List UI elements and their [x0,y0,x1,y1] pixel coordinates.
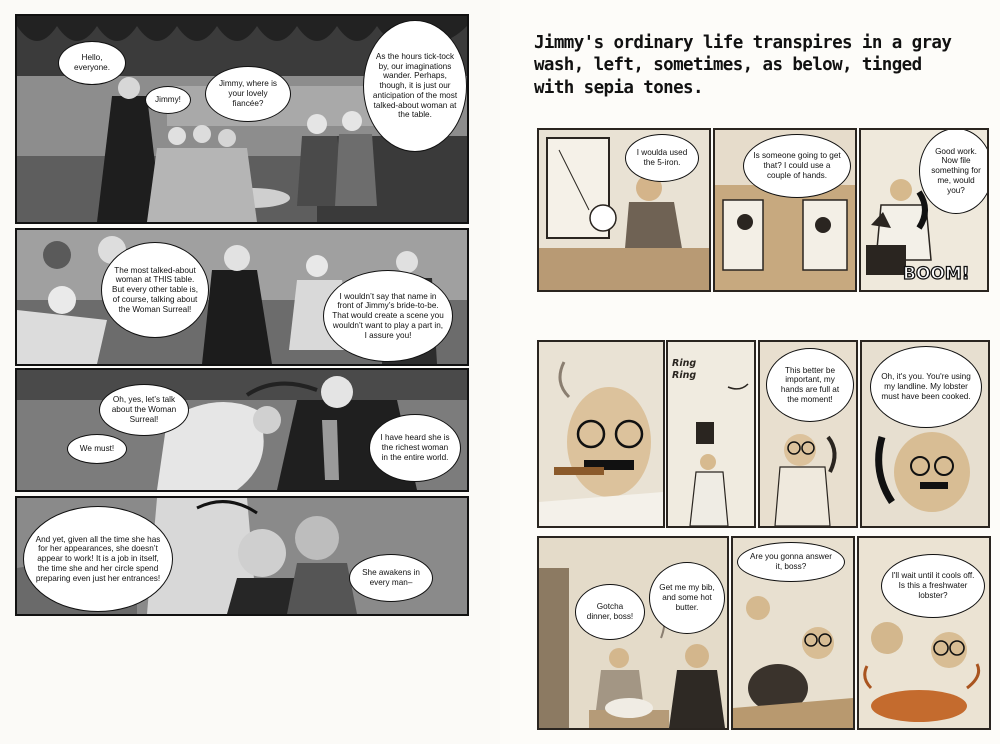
right-panel-r1-c1 [537,128,711,292]
left-panel-1 [15,14,469,224]
speech-bubble-oh-its-you: Oh, it's you. You're using my landline. My lobster must have been cooked. [870,346,982,428]
right-panel-r2-c1 [537,340,665,528]
right-panel-r3-c1 [537,536,729,730]
right-panel-r2-c3 [758,340,858,528]
speech-bubble-wait: I'll wait until it cools off. Is this a freshwater lobster? [881,554,985,618]
speech-bubble-and-yet: And yet, given all the time she has for her appearances, she doesn’t appear to work! It is a job in itself, the time she and her circle spend preparing even just her entrances! [23,506,173,612]
speech-bubble-jimmy: Jimmy! [145,86,191,114]
speech-bubble-gotcha: Gotcha dinner, boss! [575,584,645,640]
speech-bubble-heard: I have heard she is the richest woman in the entire world. [369,414,461,482]
ring-ring-sound-effect: Ring Ring [672,358,697,382]
right-panel-r1-c2 [713,128,857,292]
left-panel-3 [15,368,469,492]
speech-bubble-we-must: We must! [67,434,127,464]
cigar-smoker-art [539,342,663,526]
speech-bubble-hours: As the hours tick-tock by, our imaginations wander. Perhaps, though, it is just our anticipation of the most talked-about woman at the table. [363,20,467,152]
speech-bubble-5-iron: I woulda used the 5-iron. [625,134,699,182]
speech-bubble-wouldnt-say: I wouldn’t say that name in front of Jimmy’s bride-to-be. That would create a scene you wouldn’t want to play a part in, I assure you! [323,270,453,362]
right-panel-r3-c3 [857,536,991,730]
speech-bubble-where: Jimmy, where is your lovely fiancée? [205,66,291,122]
speech-bubble-good-work: Good work. Now file something for me, would you? [919,128,989,214]
speech-bubble-someone: Is someone going to get that? I could use a couple of hands. [743,134,851,198]
right-panel-r1-c3 [859,128,989,292]
speech-bubble-most-talked: The most talked-about woman at THIS table. But every other table is, of course, talking about the Woman Surreal! [101,242,209,338]
page-caption: Jimmy's ordinary life transpires in a gray wash, left, sometimes, as below, tinged with sepia tones. [534,33,952,98]
left-panel-2 [15,228,469,366]
speech-bubble-bib: Get me my bib, and some hot butter. [649,562,725,634]
speech-bubble-better-be: This better be important, my hands are full at the moment! [766,348,854,422]
speech-bubble-hello: Hello, everyone. [58,41,126,85]
boom-sound-effect: BOOM! [903,264,970,284]
left-panel-4 [15,496,469,616]
right-panel-r2-c2 [666,340,756,528]
speech-bubble-awakens: She awakens in every man– [349,554,433,602]
speech-bubble-gonna: Are you gonna answer it, boss? [737,542,845,582]
speech-bubble-oh-yes: Oh, yes, let’s talk about the Woman Surreal! [99,384,189,436]
right-panel-r3-c2 [731,536,855,730]
right-panel-r2-c4 [860,340,990,528]
